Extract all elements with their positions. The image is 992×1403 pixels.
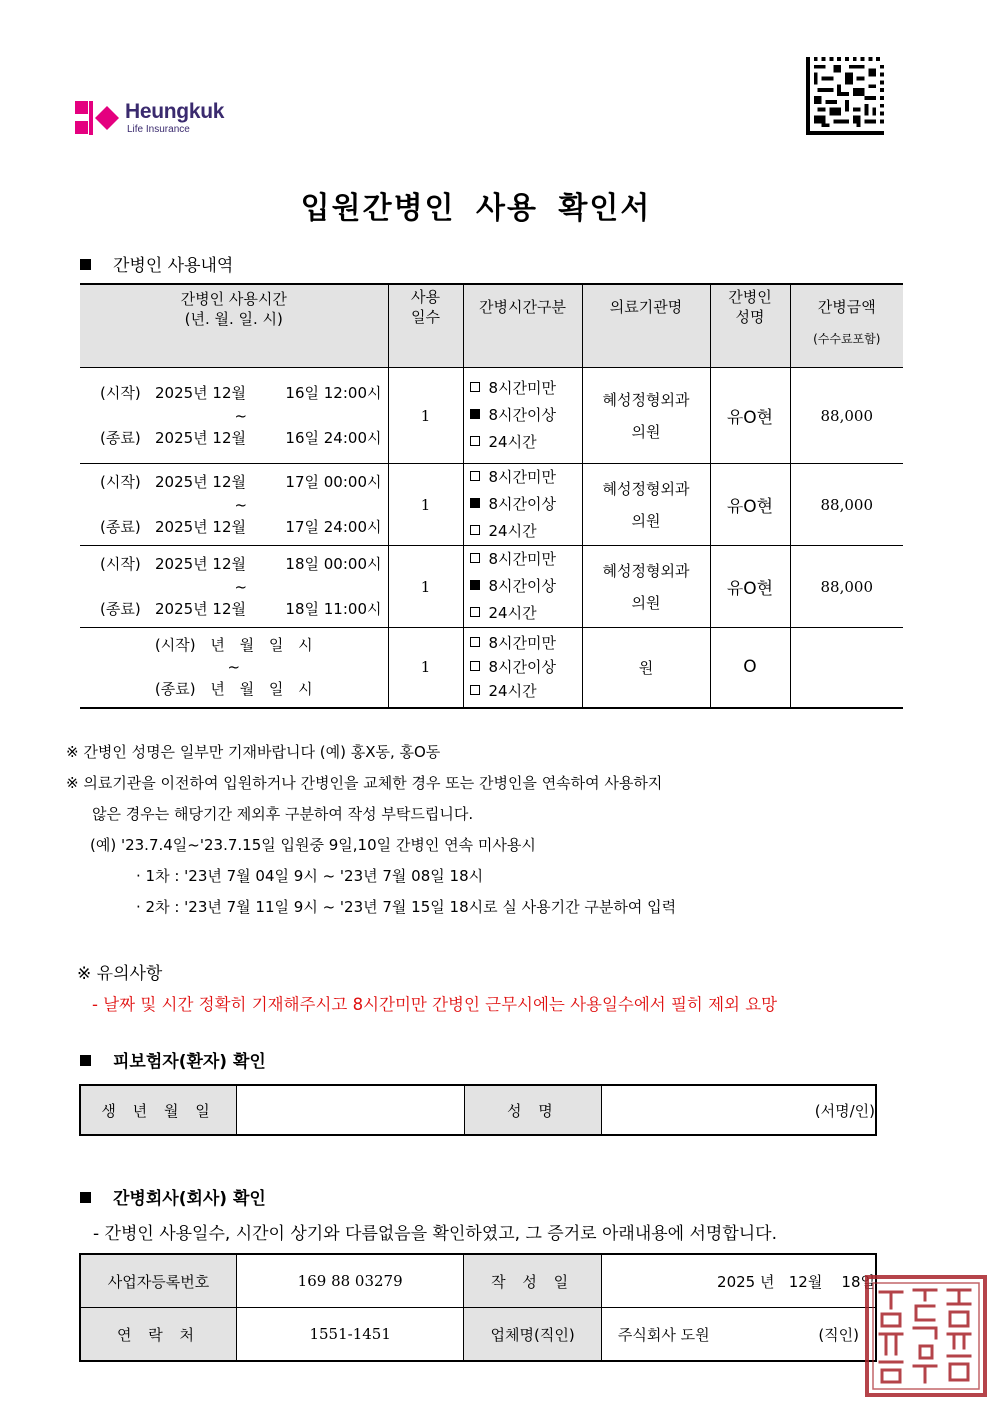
seal-note: (직인) [818, 1325, 859, 1344]
option-24h[interactable]: 24시간 [470, 600, 582, 627]
care-type-cell [463, 368, 582, 464]
option-under-8h[interactable]: 8시간미만 [470, 464, 582, 491]
company-label: 업체명(직인) [464, 1308, 602, 1362]
option-over-8h[interactable]: 8시간이상 [470, 491, 582, 518]
usage-table [80, 283, 903, 709]
care-type-cell [463, 464, 582, 546]
section-company-heading [80, 1184, 266, 1209]
company-confirm-text: - 간병인 사용일수, 시간이 상기와 다름없음을 확인하였고, 그 증거로 아래내용에 서명합니다. [93, 1224, 777, 1244]
header-period-line2: (년. 월. 일. 시) [184, 310, 283, 328]
amount-cell: 88,000 [790, 368, 903, 464]
hospital-cell [582, 546, 710, 628]
end-day: 16일 24:00시 [285, 428, 382, 447]
checkbox-icon [470, 637, 480, 647]
end-label: (종료) [100, 428, 141, 447]
table-row [80, 1085, 876, 1135]
caution-text: - 날짜 및 시간 정확히 기재해주시고 8시간미만 간병인 근무시에는 사용일수에서 필히 제외 요망 [92, 995, 778, 1014]
patient-table [79, 1084, 877, 1136]
start-date: 2025년 12월 [155, 554, 247, 573]
header-period-line1: 간병인 사용시간 [180, 290, 287, 308]
checkbox-checked-icon [470, 409, 480, 419]
reg-number-label: 사업자등록번호 [80, 1254, 237, 1308]
caregiver-cell: 유O현 [710, 464, 790, 546]
dob-field[interactable] [237, 1085, 464, 1135]
heungkuk-logo-mark [75, 101, 119, 135]
hospital-line2: 의원 [631, 511, 661, 530]
checkbox-icon [470, 553, 480, 563]
amount-cell: 88,000 [790, 464, 903, 546]
caution-title: ※ 유의사항 [77, 964, 163, 984]
period-cell [80, 628, 388, 708]
option-under-8h[interactable]: 8시간미만 [470, 546, 582, 573]
hospital-cell [582, 464, 710, 546]
option-24h[interactable]: 24시간 [470, 429, 582, 456]
tilde: ~ [234, 495, 248, 514]
checkbox-icon [470, 607, 480, 617]
name-label: 성 명 [464, 1085, 602, 1135]
tilde: ~ [227, 658, 241, 677]
end-text[interactable]: (종료) 년 월 일 시 [154, 680, 313, 699]
table-row [80, 546, 903, 628]
qr-code-icon [805, 57, 885, 135]
start-label: (시작) [100, 383, 141, 402]
start-day: 17일 00:00시 [285, 472, 382, 491]
period-cell [80, 464, 388, 546]
checkbox-icon [470, 471, 480, 481]
start-date: 2025년 12월 [155, 472, 247, 491]
date-value[interactable]: 2025 년 12월 18일 [601, 1254, 876, 1308]
start-label: (시작) [100, 472, 141, 491]
company-value-cell[interactable] [601, 1308, 876, 1362]
start-date: 2025년 12월 [155, 383, 247, 402]
checkbox-checked-icon [470, 580, 480, 590]
square-bullet-icon [80, 1192, 91, 1203]
logo-name: Heungkuk [125, 100, 225, 123]
header-days [388, 284, 463, 368]
company-seal-stamp-icon [864, 1274, 988, 1398]
period-cell [80, 368, 388, 464]
start-day: 18일 00:00시 [285, 554, 382, 573]
care-type-cell [463, 546, 582, 628]
end-label: (종료) [100, 517, 141, 536]
end-date: 2025년 12월 [155, 599, 247, 618]
checkbox-icon [470, 685, 480, 695]
tilde: ~ [234, 406, 248, 425]
table-row [80, 1308, 876, 1362]
header-days-line1: 사용 [411, 288, 440, 306]
option-over-8h[interactable]: 8시간이상 [470, 402, 582, 429]
start-day: 16일 12:00시 [285, 383, 382, 402]
patient-sign-field[interactable] [602, 1085, 876, 1135]
header-days-line2: 일수 [411, 308, 440, 326]
caregiver-cell: 유O현 [710, 368, 790, 464]
table-row [80, 464, 903, 546]
note-line: · 1차 : '23년 7월 04일 9시 ~ '23년 7월 08일 18시 [136, 867, 484, 885]
hospital-line2: 의원 [631, 422, 661, 441]
checkbox-icon [470, 436, 480, 446]
usage-table-header [80, 284, 903, 368]
note-line: ※ 의료기관을 이전하여 입원하거나 간병인을 교체한 경우 또는 간병인을 연속하여 사용하지 [66, 774, 663, 792]
checkbox-icon [470, 525, 480, 535]
hospital-cell [582, 368, 710, 464]
section-usage-heading [80, 251, 233, 276]
option-under-8h[interactable]: 8시간미만 [470, 631, 582, 655]
tilde: ~ [234, 577, 248, 596]
note-line: 않은 경우는 해당기간 제외후 구분하여 작성 부탁드립니다. [92, 805, 474, 823]
hospital-line1: 혜성정형외과 [602, 561, 690, 580]
dob-label: 생 년 월 일 [80, 1085, 237, 1135]
days-cell: 1 [388, 464, 463, 546]
company-name: 주식회사 도원 [617, 1325, 710, 1344]
header-hospital: 의료기관명 [582, 284, 710, 368]
note-line: (예) '23.7.4일~'23.7.15일 입원중 9일,10일 간병인 연속 미사용시 [90, 836, 536, 854]
amount-cell[interactable] [790, 628, 903, 708]
hospital-line1: 혜성정형외과 [602, 479, 690, 498]
header-caregiver-name [710, 284, 790, 368]
document-title: 입원간병인 사용 확인서 [300, 191, 652, 226]
period-cell [80, 546, 388, 628]
contact-value[interactable]: 1551-1451 [237, 1308, 464, 1362]
note-line: ※ 간병인 성명은 일부만 기재바랍니다 (예) 홍X동, 홍O동 [66, 743, 441, 761]
end-day: 17일 24:00시 [285, 517, 382, 536]
header-name-line2: 성명 [735, 308, 765, 326]
days-cell: 1 [388, 368, 463, 464]
date-label: 작 성 일 [464, 1254, 602, 1308]
end-label: (종료) [100, 599, 141, 618]
square-bullet-icon [80, 1055, 91, 1066]
option-24h[interactable]: 24시간 [470, 518, 582, 545]
checkbox-checked-icon [470, 498, 480, 508]
table-row [80, 1254, 876, 1308]
option-over-8h[interactable]: 8시간이상 [470, 573, 582, 600]
table-row-empty [80, 628, 903, 708]
header-type: 간병시간구분 [463, 284, 582, 368]
start-text[interactable]: (시작) 년 월 일 시 [154, 636, 313, 655]
care-type-cell [463, 628, 582, 708]
section-patient-heading [80, 1047, 266, 1072]
option-24h[interactable]: 24시간 [470, 679, 582, 703]
section-company-title: 간병회사(회사) 확인 [113, 1189, 266, 1209]
section-usage-title: 간병인 사용내역 [113, 256, 234, 276]
end-date: 2025년 12월 [155, 517, 247, 536]
notes-block [66, 737, 946, 923]
logo-sub: Life Insurance [127, 124, 190, 135]
contact-label: 연 락 처 [80, 1308, 237, 1362]
checkbox-icon [470, 661, 480, 671]
header-amount [790, 284, 903, 368]
note-line: · 2차 : '23년 7월 11일 9시 ~ '23년 7월 15일 18시로 실 사용기간 구분하여 입력 [136, 898, 677, 916]
caregiver-cell[interactable]: O [710, 628, 790, 708]
square-bullet-icon [80, 259, 91, 270]
hospital-cell[interactable]: 원 [582, 628, 710, 708]
table-row [80, 368, 903, 464]
end-date: 2025년 12월 [155, 428, 247, 447]
caregiver-cell: 유O현 [710, 546, 790, 628]
header-name-line1: 간병인 [728, 288, 772, 306]
amount-cell: 88,000 [790, 546, 903, 628]
sign-note: (서명/인) [814, 1101, 875, 1120]
header-amount-label: 간병금액 [817, 298, 876, 316]
hospital-line2: 의원 [631, 593, 661, 612]
section-patient-title: 피보험자(환자) 확인 [113, 1052, 266, 1072]
reg-number-value[interactable]: 169 88 03279 [237, 1254, 464, 1308]
header-amount-note: (수수료포함) [813, 332, 881, 346]
hospital-line1: 혜성정형외과 [602, 390, 690, 409]
days-cell: 1 [388, 546, 463, 628]
days-cell[interactable]: 1 [388, 628, 463, 708]
checkbox-icon [470, 382, 480, 392]
header-period [80, 284, 388, 368]
start-label: (시작) [100, 554, 141, 573]
option-over-8h[interactable]: 8시간이상 [470, 655, 582, 679]
option-under-8h[interactable]: 8시간미만 [470, 375, 582, 402]
end-day: 18일 11:00시 [285, 599, 382, 618]
company-table [79, 1253, 877, 1362]
